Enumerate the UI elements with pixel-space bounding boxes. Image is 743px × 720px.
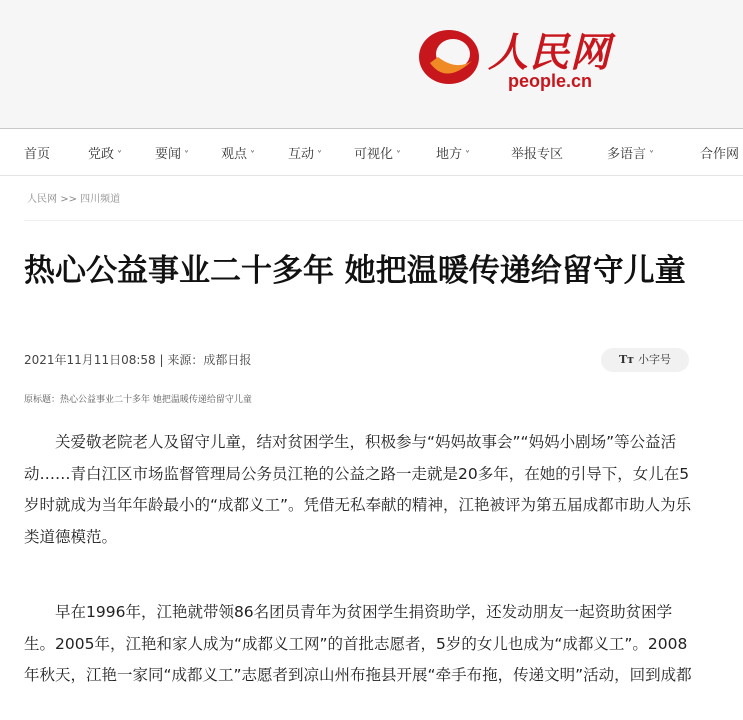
chevron-down-icon: ˅ xyxy=(117,150,123,161)
nav-item-local[interactable]: 地方 ˅ xyxy=(436,147,471,162)
divider xyxy=(24,220,743,221)
original-title: 原标题：热心公益事业二十多年 她把温暖传递给留守儿童 xyxy=(24,395,252,405)
chevron-down-icon: ˅ xyxy=(649,150,655,161)
chevron-down-icon: ˅ xyxy=(250,150,256,161)
logo-cn-text: 人民网 xyxy=(488,29,611,76)
article-meta: 2021年11月11日08:58 | 来源：成都日报 xyxy=(24,353,252,367)
font-size-toggle-button[interactable] xyxy=(601,348,689,372)
breadcrumb xyxy=(27,190,120,205)
site-header xyxy=(0,0,743,128)
nav-item-party[interactable]: 党政 ˅ xyxy=(88,147,123,162)
chevron-down-icon: ˅ xyxy=(184,150,190,161)
logo-en-text: people.cn xyxy=(508,71,593,91)
font-size-label: 小字号 xyxy=(638,353,671,366)
logo-swirl-icon xyxy=(416,27,482,87)
nav-item-interact[interactable]: 互动 ˅ xyxy=(288,147,323,162)
nav-item-opinion[interactable]: 观点 ˅ xyxy=(221,147,256,162)
breadcrumb-separator: >> xyxy=(60,194,77,205)
article-paragraph: 早在1996年，江艳就带领86名团员青年为贫困学生捐资助学，还发动朋友一起资助贫困学生。2005年，江艳和家人成为“成都义工网”的首批志愿者，5岁的女儿也成为“成都义工”。2008年秋天，江艳一家同“成都义工”志愿者到凉山州布拖县开展“牵手布拖，传递文明”活动，回到成都 xyxy=(24,603,692,684)
nav-item-partner[interactable]: 合作网 xyxy=(700,147,740,162)
article-title: 热心公益事业二十多年 她把温暖传递给留守儿童 xyxy=(24,253,686,289)
text-size-icon: Tт xyxy=(618,353,634,366)
site-logo[interactable] xyxy=(416,25,631,95)
main-nav xyxy=(0,128,743,176)
chevron-down-icon: ˅ xyxy=(317,150,323,161)
chevron-down-icon: ˅ xyxy=(465,150,471,161)
nav-item-visual[interactable]: 可视化 ˅ xyxy=(354,147,402,162)
chevron-down-icon: ˅ xyxy=(396,150,402,161)
nav-item-home[interactable]: 首页 xyxy=(24,147,51,162)
nav-item-news[interactable]: 要闻 ˅ xyxy=(155,147,190,162)
breadcrumb-home-link[interactable]: 人民网 xyxy=(27,194,57,205)
nav-item-report[interactable]: 举报专区 xyxy=(511,147,564,162)
nav-item-languages[interactable]: 多语言 ˅ xyxy=(607,147,655,162)
breadcrumb-channel-link[interactable]: 四川频道 xyxy=(80,194,121,205)
article-paragraph: 关爱敬老院老人及留守儿童，结对贫困学生，积极参与“妈妈故事会”“妈妈小剧场”等公益活动……青白江区市场监督管理局公务员江艳的公益之路一走就是20多年，在她的引导下，女儿在5岁时就成为当年年龄最小的“成都义工”。凭借无私奉献的精神，江艳被评为第五届成都市助人为乐类道德模范。 xyxy=(24,433,692,546)
